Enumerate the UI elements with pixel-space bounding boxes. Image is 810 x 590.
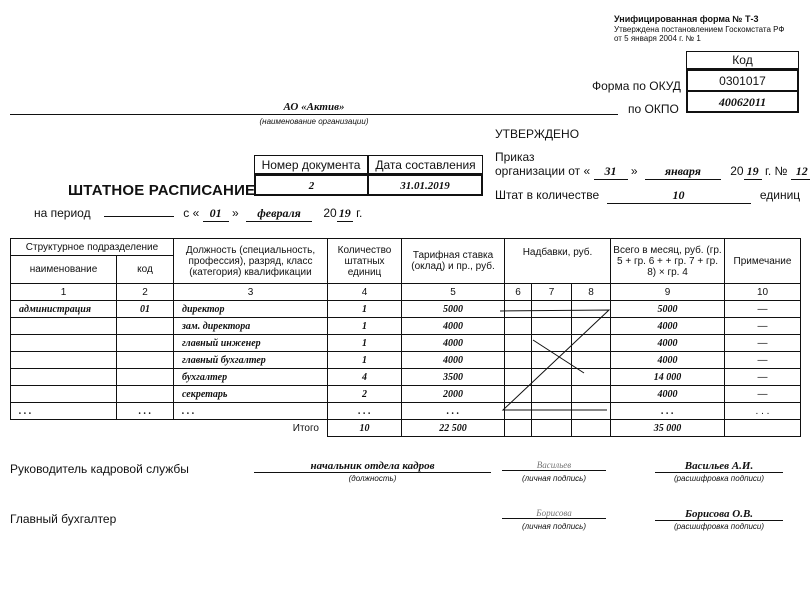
cell-allowance-7 (532, 318, 572, 335)
period-from-label: с « (183, 206, 200, 220)
hr-personal-caption: (личная подпись) (521, 474, 587, 483)
cell-rate: 3500 (402, 369, 505, 386)
cell-rate: 2000 (402, 386, 505, 403)
page-title: ШТАТНОЕ РАСПИСАНИЕ (68, 182, 256, 199)
total-c6 (505, 420, 532, 437)
col-number: 10 (725, 284, 801, 301)
cell-allowance-7 (532, 403, 572, 420)
period-month: февраля (246, 206, 312, 222)
staff-label: Штат в количестве (495, 188, 600, 202)
cell-division-name (11, 352, 117, 369)
order-number: 12 (791, 164, 810, 180)
cell-total: 4000 (611, 386, 725, 403)
cell-allowance-8 (572, 318, 611, 335)
hr-position: начальник отдела кадров (254, 460, 491, 473)
hr-signature: Васильев (502, 460, 606, 471)
table-row (11, 386, 801, 403)
total-note (725, 420, 801, 437)
acc-label: Главный бухгалтер (10, 512, 117, 526)
col-number: 3 (174, 284, 328, 301)
col-number: 7 (532, 284, 572, 301)
close-quote: » (630, 164, 638, 178)
order-date-line (495, 164, 808, 180)
approved-line2: от 5 января 2004 г. № 1 (614, 34, 701, 43)
th-total: Всего в месяц, руб. (гр. 5 + гр. 6 + + гр. 7 + гр. 8) × гр. 4 (611, 239, 725, 284)
cell-total: . . . (611, 403, 725, 420)
org-caption: (наименование организации) (259, 117, 369, 126)
cell-rate: 5000 (402, 301, 505, 318)
table-row (11, 301, 801, 318)
cell-allowance-6 (505, 318, 532, 335)
hr-label: Руководитель кадровой службы (10, 462, 189, 476)
table-row (11, 318, 801, 335)
cell-count: 1 (328, 335, 402, 352)
okpo-label: по ОКПО (628, 102, 679, 116)
cell-allowance-6 (505, 335, 532, 352)
code-header: Код (686, 51, 799, 69)
col-number: 4 (328, 284, 402, 301)
total-label-text: Итого (292, 422, 319, 434)
period-year-unit: г. (356, 206, 363, 220)
cell-allowance-7 (532, 335, 572, 352)
order-label: Приказ (495, 150, 535, 164)
period-line (34, 204, 362, 222)
table-row (11, 352, 801, 369)
total-sum: 35 000 (611, 420, 725, 437)
hr-name: Васильев А.И. (655, 460, 783, 473)
form-title: Унифицированная форма № Т-3 (614, 14, 759, 24)
cell-allowance-7 (532, 386, 572, 403)
col-number: 5 (402, 284, 505, 301)
period-blank (104, 204, 174, 217)
cell-division-name (11, 318, 117, 335)
th-allowances: Надбавки, руб. (505, 239, 611, 284)
th-count: Количество штатных единиц (328, 239, 402, 284)
total-c7 (532, 420, 572, 437)
order-year: 19 (744, 164, 762, 180)
total-count: 10 (328, 420, 402, 437)
col-number: 8 (572, 284, 611, 301)
org-name: АО «Актив» (10, 101, 618, 115)
col-number: 2 (117, 284, 174, 301)
period-year: 19 (338, 206, 351, 220)
cell-position: бухгалтер (174, 369, 328, 386)
cell-rate: . . . (402, 403, 505, 420)
okud-value: 0301017 (686, 69, 799, 91)
total-rate: 22 500 (402, 420, 505, 437)
cell-division-code: 01 (117, 301, 174, 318)
cell-rate: 4000 (402, 335, 505, 352)
acc-decode-caption: (расшифровка подписи) (673, 522, 765, 531)
total-c8 (572, 420, 611, 437)
col-number: 9 (611, 284, 725, 301)
cell-total: 5000 (611, 301, 725, 318)
cell-note: — (725, 369, 801, 386)
org-from-label: организации от « (495, 164, 591, 178)
cell-note: — (725, 335, 801, 352)
period-year-prefix: 20 (323, 206, 337, 220)
cell-allowance-7 (532, 301, 572, 318)
cell-division-name: . . . (11, 403, 117, 420)
table-row (11, 369, 801, 386)
cell-division-code (117, 352, 174, 369)
cell-allowance-8 (572, 352, 611, 369)
cell-total: 4000 (611, 335, 725, 352)
cell-division-code (117, 369, 174, 386)
position-caption: (должность) (348, 474, 397, 483)
cell-allowance-8 (572, 369, 611, 386)
cell-count: 4 (328, 369, 402, 386)
year-number-label: г. № (764, 164, 788, 178)
order-day: 31 (594, 164, 628, 180)
col-number: 1 (11, 284, 117, 301)
th-name: наименование (11, 256, 117, 284)
approved-label: УТВЕРЖДЕНО (495, 127, 580, 141)
cell-division-name (11, 369, 117, 386)
cell-allowance-7 (532, 352, 572, 369)
acc-name: Борисова О.В. (655, 508, 783, 521)
cell-note: — (725, 386, 801, 403)
table-row (11, 403, 801, 420)
cell-rate: 4000 (402, 352, 505, 369)
cell-allowance-6 (505, 301, 532, 318)
doc-number-value: 2 (254, 174, 368, 196)
hr-decode-caption: (расшифровка подписи) (673, 474, 765, 483)
cell-total: 14 000 (611, 369, 725, 386)
total-label (11, 420, 328, 437)
cell-note: . . . (725, 403, 801, 420)
cell-division-name (11, 335, 117, 352)
cell-note: — (725, 318, 801, 335)
doc-date-value: 31.01.2019 (368, 174, 483, 196)
cell-allowance-6 (505, 386, 532, 403)
cell-position: директор (174, 301, 328, 318)
doc-number-header: Номер документа (254, 155, 368, 174)
cell-total: 4000 (611, 352, 725, 369)
period-label: на период (34, 206, 91, 220)
period-day: 01 (203, 206, 229, 222)
cell-allowance-6 (505, 352, 532, 369)
cell-note: — (725, 352, 801, 369)
cell-allowance-7 (532, 369, 572, 386)
cell-position: главный бухгалтер (174, 352, 328, 369)
staff-count: 10 (607, 188, 751, 204)
order-month: января (645, 164, 721, 180)
acc-signature: Борисова (502, 508, 606, 519)
cell-count: 1 (328, 318, 402, 335)
cell-count: . . . (328, 403, 402, 420)
col-number: 6 (505, 284, 532, 301)
cell-position: секретарь (174, 386, 328, 403)
okpo-value: 40062011 (686, 91, 799, 113)
cell-total: 4000 (611, 318, 725, 335)
th-note: Примечание (725, 239, 801, 284)
cell-count: 2 (328, 386, 402, 403)
acc-personal-caption: (личная подпись) (521, 522, 587, 531)
cell-note: — (725, 301, 801, 318)
cell-position: зам. директора (174, 318, 328, 335)
cell-division-name (11, 386, 117, 403)
okud-label: Форма по ОКУД (592, 79, 681, 93)
period-close-quote: » (232, 206, 239, 220)
cell-division-code (117, 318, 174, 335)
th-code: код (117, 256, 174, 284)
th-division: Структурное подразделение (11, 239, 174, 256)
cell-allowance-8 (572, 301, 611, 318)
cell-position: . . . (174, 403, 328, 420)
cell-allowance-8 (572, 403, 611, 420)
cell-count: 1 (328, 301, 402, 318)
th-rate: Тарифная ставка (оклад) и пр., руб. (402, 239, 505, 284)
year-prefix: 20 (730, 164, 744, 178)
staff-unit: единиц (759, 188, 801, 202)
approved-line1: Утверждена постановлением Госкомстата РФ (614, 25, 785, 34)
cell-rate: 4000 (402, 318, 505, 335)
cell-allowance-6 (505, 403, 532, 420)
cell-allowance-6 (505, 369, 532, 386)
doc-date-header: Дата составления (368, 155, 483, 174)
cell-count: 1 (328, 352, 402, 369)
cell-position: главный инженер (174, 335, 328, 352)
cell-division-code: . . . (117, 403, 174, 420)
cell-division-code (117, 386, 174, 403)
cell-division-code (117, 335, 174, 352)
staff-table (10, 238, 801, 437)
cell-allowance-8 (572, 386, 611, 403)
staff-line (495, 188, 801, 204)
th-position: Должность (специальность, профессия), разряд, класс (категория) квалификации (174, 239, 328, 284)
cell-allowance-8 (572, 335, 611, 352)
cell-division-name: администрация (11, 301, 117, 318)
table-row (11, 335, 801, 352)
